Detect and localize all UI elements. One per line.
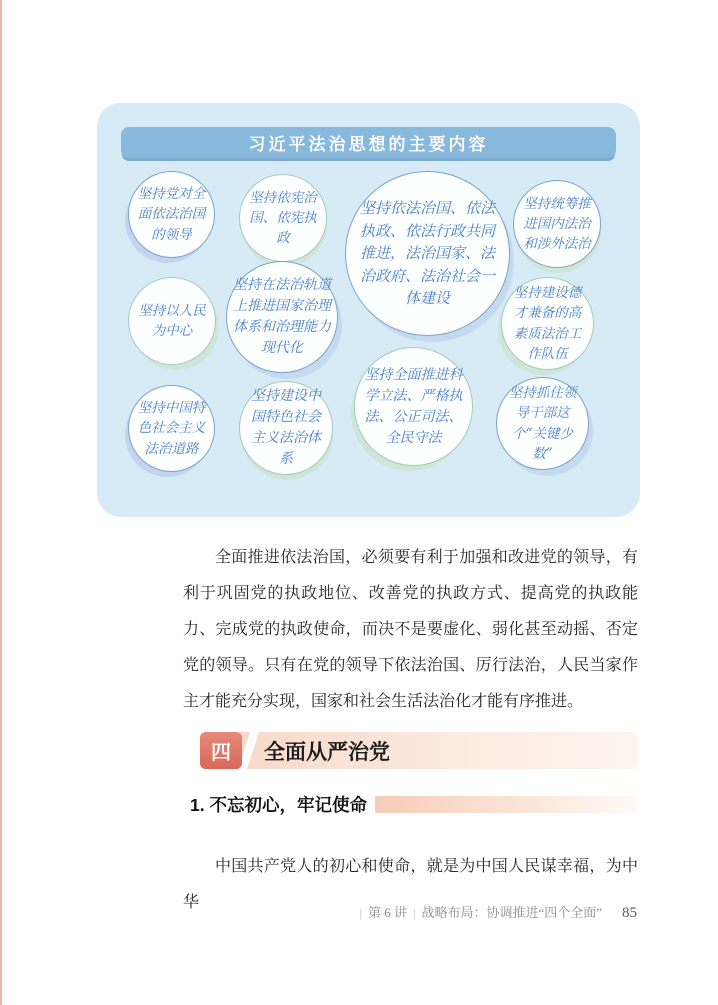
diagram-circle [496,377,589,470]
footer-title: 战略布局：协调推进“四个全面” [421,905,602,920]
diagram-circle [128,385,215,472]
diagram-circle [354,347,473,466]
circle-text: 坚持以人民为中心 [138,302,206,339]
diagram-panel [97,103,640,517]
circle-text: 坚持中国特色社会主义法治道路 [137,400,206,457]
body-paragraph-1: 全面推进依法治国，必须要有利于加强和改进党的领导，有利于巩固党的执政地位、改善党的执政方式、提高党的执政能力、完成党的执政使命，而决不是要虚化、弱化甚至动摇、否定党的领导。只有在党的领导下依法治国、厉行法治，人民当家作主才能充分实现，国家和社会生活法治化才能有序推进。 [183,549,638,710]
diagram-circle [128,277,216,365]
subsection-label: 1. 不忘初心，牢记使命 [190,795,367,815]
circle-text: 坚持依法治国、依法执政、依法行政共同推进，法治国家、法治政府、法治社会一体建设 [359,199,495,308]
page-edge-line [0,0,2,1005]
diagram-title: 习近平法治思想的主要内容 [248,135,489,154]
diagram-title-banner [121,127,616,158]
circle-text: 坚持依宪治国、依宪执政 [249,189,317,247]
subsection-heading [190,792,638,816]
diagram-circle [513,180,601,268]
circle-text: 坚持在法治轨道上推进国家治理体系和治理能力现代化 [233,277,331,356]
circle-text: 坚持建设德才兼备的高素质法治工作队伍 [513,285,582,362]
diagram-circle [239,381,333,475]
page-number: 85 [622,905,637,921]
circle-text: 坚持全面推进科学立法、严格执法、公正司法、全民守法 [364,366,463,446]
diagram-circle [226,261,338,373]
section-header [200,732,638,769]
diagram-circle [345,171,510,336]
circle-text: 坚持建设中国特色社会主义法治体系 [251,388,321,467]
subsection-accent-bar [375,796,638,813]
circle-text: 坚持抓住领导干部这个“关键少数” [508,385,577,462]
body-paragraph-2: 中国共产党人的初心和使命，就是为中国人民谋幸福，为中华 [183,858,638,911]
footer-separator: | [413,906,416,920]
footer-lecture: 第 6 讲 [368,905,408,920]
footer-separator: | [359,906,363,920]
diagram-circle [128,171,215,258]
section-title: 全面从严治党 [264,740,390,764]
circle-text: 坚持统筹推进国内法治和涉外法治 [523,195,591,253]
page-footer [354,902,637,922]
circle-text: 坚持党对全面依法治国的领导 [137,186,206,243]
section-number-badge: 四 [200,732,242,769]
diagram-circle [239,174,327,262]
diagram-circle [501,277,594,370]
